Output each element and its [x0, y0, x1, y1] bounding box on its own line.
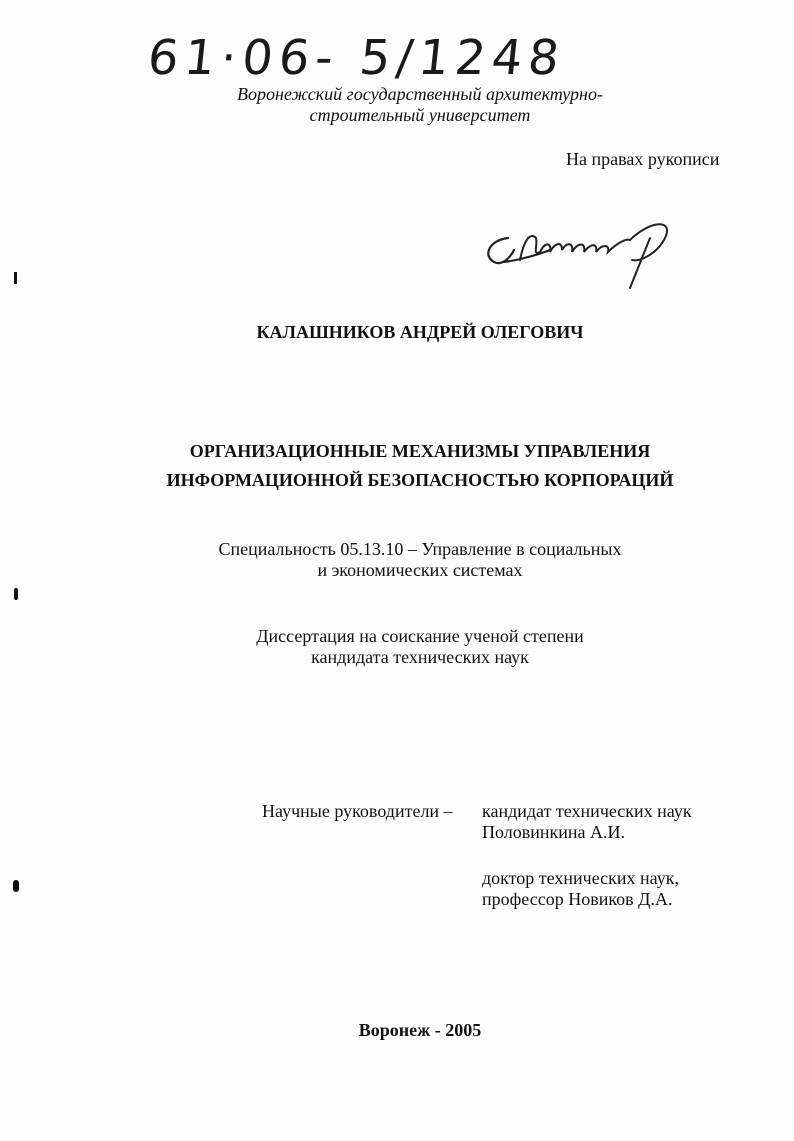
thesis-title-line-1: ОРГАНИЗАЦИОННЫЕ МЕХАНИЗМЫ УПРАВЛЕНИЯ [189, 441, 651, 461]
specialty-line-1: Специальность 05.13.10 – Управление в социальных [218, 539, 622, 559]
scan-mark [14, 588, 18, 600]
thesis-title-line-2: ИНФОРМАЦИОННОЙ БЕЗОПАСНОСТЬЮ КОРПОРАЦИЙ [166, 470, 674, 490]
scan-mark [14, 272, 17, 284]
specialty-line-2: и экономических системах [317, 560, 523, 580]
supervisor-2-degree: доктор технических наук, [482, 868, 679, 888]
supervisor-1-name: Половинкина А.И. [482, 822, 626, 842]
handwritten-catalog-number: 61·06- 5/1248 [145, 30, 568, 86]
manuscript-rights: На правах рукописи [566, 149, 720, 169]
university-line-1: Воронежский государственный архитектурно- [237, 84, 603, 104]
supervisor-1-degree: кандидат технических наук [482, 801, 692, 821]
supervisor-2-name: профессор Новиков Д.А. [482, 889, 673, 909]
degree-line-2: кандидата технических наук [311, 647, 529, 667]
university-line-2: строительный университет [309, 105, 531, 125]
author-name: КАЛАШНИКОВ АНДРЕЙ ОЛЕГОВИЧ [256, 322, 584, 342]
scan-mark [13, 880, 19, 892]
supervisors-label: Научные руководители – [262, 801, 453, 821]
place-and-year: Воронеж - 2005 [358, 1020, 482, 1040]
author-signature [480, 210, 680, 300]
degree-line-1: Диссертация на соискание ученой степени [256, 626, 584, 646]
